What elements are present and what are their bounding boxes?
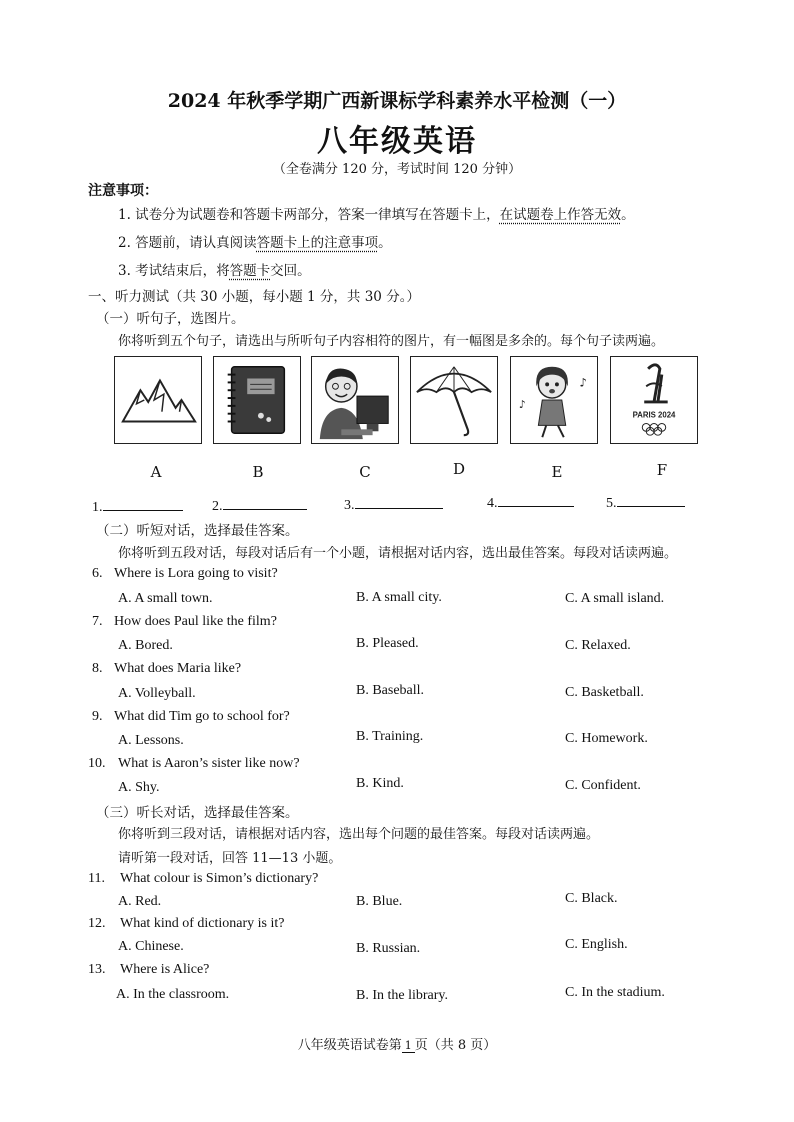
part2-heading: （二）听短对话，选择最佳答案。 — [96, 523, 299, 539]
exam-note: （全卷满分 120 分，考试时间 120 分钟） — [272, 162, 522, 177]
option-c[interactable]: C. Confident. — [565, 778, 641, 793]
option-b[interactable]: B. A small city. — [356, 590, 442, 605]
picture-label-a: A — [150, 463, 162, 481]
picture-label-e: E — [551, 463, 563, 481]
option-a[interactable]: A. Red. — [118, 894, 162, 909]
notice-item-3: 3. 考试结束后，将答题卡交回。 — [118, 263, 311, 279]
option-c[interactable]: C. English. — [565, 937, 628, 952]
option-b[interactable]: B. In the library. — [356, 988, 449, 1003]
option-a[interactable]: A. Bored. — [118, 638, 173, 653]
question-text: Where is Alice? — [120, 962, 210, 977]
notice-emphasis: 在试题卷上作答无效 — [499, 207, 622, 223]
option-b[interactable]: B. Russian. — [356, 941, 421, 956]
svg-text:♪: ♪ — [579, 375, 587, 390]
question-text: What kind of dictionary is it? — [120, 916, 285, 931]
picture-label-b: B — [252, 463, 264, 481]
page-footer: 八年级英语试卷第 1 页（共 8 页） — [297, 1038, 497, 1053]
option-c[interactable]: C. Basketball. — [565, 685, 644, 700]
page-number: 1 — [402, 1039, 415, 1053]
picture-d — [410, 356, 498, 444]
option-a[interactable]: A. Chinese. — [118, 939, 184, 954]
option-a[interactable]: A. Shy. — [118, 780, 160, 795]
question-text: What colour is Simon’s dictionary? — [120, 871, 319, 886]
picture-b — [213, 356, 301, 444]
paris-logo-text: PARIS 2024 — [632, 410, 676, 420]
option-b[interactable]: B. Blue. — [356, 894, 403, 909]
part2-instruction: 你将听到五段对话，每段对话后有一个小题，请根据对话内容，选出最佳答案。每段对话读两遍。 — [118, 546, 678, 561]
notice-emphasis: 答题卡 — [229, 263, 271, 279]
picture-c — [311, 356, 399, 444]
option-a[interactable]: A. Lessons. — [118, 733, 184, 748]
answer-blank-4[interactable]: 4. — [487, 494, 574, 512]
question-text: What did Tim go to school for? — [114, 709, 290, 724]
notice-item-2: 2. 答题前，请认真阅读答题卡上的注意事项。 — [118, 235, 392, 251]
question-text: What is Aaron’s sister like now? — [118, 756, 300, 771]
option-c[interactable]: C. Relaxed. — [565, 638, 631, 653]
option-c[interactable]: C. Homework. — [565, 731, 648, 746]
exam-title: 2024 年秋季学期广西新课标学科素养水平检测（一） — [167, 90, 627, 112]
answer-blank-2[interactable]: 2. — [212, 497, 307, 515]
umbrella-icon — [411, 357, 497, 443]
part3-instruction: 你将听到三段对话，请根据对话内容，选出每个问题的最佳答案。每段对话读两遍。 — [118, 827, 600, 842]
notice-heading: 注意事项： — [88, 183, 158, 199]
option-b[interactable]: B. Pleased. — [356, 636, 419, 651]
notice-emphasis: 答题卡上的注意事项 — [256, 235, 379, 251]
option-c[interactable]: C. In the stadium. — [565, 985, 665, 1000]
notice-item-1: 1. 试卷分为试题卷和答题卡两部分，答案一律填写在答题卡上，在试题卷上作答无效。 — [118, 207, 635, 223]
part3-sub-instruction: 请听第一段对话，回答 11—13 小题。 — [118, 851, 342, 866]
picture-label-c: C — [359, 463, 371, 481]
option-c[interactable]: C. A small island. — [565, 591, 665, 606]
option-b[interactable]: B. Training. — [356, 729, 424, 744]
picture-label-d: D — [452, 460, 466, 478]
picture-a — [114, 356, 202, 444]
option-a[interactable]: A. Volleyball. — [118, 686, 196, 701]
option-c[interactable]: C. Black. — [565, 891, 618, 906]
exam-subject: 八年级英语 — [317, 124, 477, 159]
question-text: How does Paul like the film? — [114, 614, 277, 629]
notebook-icon — [214, 357, 300, 443]
part1-heading: （一）听句子，选图片。 — [96, 311, 245, 327]
option-a[interactable]: A. In the classroom. — [116, 987, 230, 1002]
singing-girl-icon — [511, 357, 597, 443]
picture-label-f: F — [656, 461, 668, 479]
option-b[interactable]: B. Baseball. — [356, 683, 425, 698]
answer-blank-5[interactable]: 5. — [606, 494, 685, 512]
paris-2024-logo-icon — [611, 357, 697, 443]
option-b[interactable]: B. Kind. — [356, 776, 404, 791]
answer-blank-3[interactable]: 3. — [344, 496, 443, 514]
picture-e — [510, 356, 598, 444]
svg-text:♪: ♪ — [518, 397, 526, 411]
exam-page: 2024 年秋季学期广西新课标学科素养水平检测（一） 八年级英语 （全卷满分 120 分，考试时间 120 分钟） 注意事项： 1. 试卷分为试题卷和答题卡两部分，答案一律填写在答题卡上，在试题卷上作答无效。 2. 答题前，请认真阅读答题卡上的注意事项。 3. 考试结束后，将答题卡交回。 一、听力测试（共 30 小题，每小题 1 分，共 30 分。） （一）听句子，选图片。 你将听到五个句子，请选出与所听句子内容相符的图片，有一幅图是多余的。每个句子读两遍。 ♪ ♪ PARIS 2024 A B C D E F 1. 2. 3. 4. 5. （二）听短对话，选择最佳答案。 你将听到五段对话，每段对话后有一个小题，请根据对话内容，选出最佳答案。每段对话读两遍。 6. Where is Lora going to visit? A. A small town. B. A small city. C. A small island. 7. How does Paul like the film? A. Bored. B. Pleased. C. Relaxed. 8. What does Maria like? A. Volleyball. B. Baseball. C. Basketball. 9. What did Tim go to school for? A. Lessons. B. Training. C. Homework. 10. What is Aaron’s sister like now? A. Shy. B. Kind. C. Confident. （三）听长对话，选择最佳答案。 你将听到三段对话，请根据对话内容，选出每个问题的最佳答案。每段对话读两遍。 请听第一段对话，回答 11—13 小题。 11. What colour is Simon’s dictionary? A. Red. B. Blue. C. Black. 12. What kind of dictionary is it? A. Chinese. B. Russian. C. English. 13. Where is Alice? A. In the classroom. B. In the library. C. In the stadium. 八年级英语试卷第 1 页（共 8 页） — [0, 0, 794, 1122]
part1-instruction: 你将听到五个句子，请选出与所听句子内容相符的图片，有一幅图是多余的。每个句子读两遍。 — [118, 334, 665, 349]
section-heading: 一、听力测试（共 30 小题，每小题 1 分，共 30 分。） — [88, 289, 420, 305]
answer-blank-1[interactable]: 1. — [92, 498, 183, 516]
part3-heading: （三）听长对话，选择最佳答案。 — [96, 805, 299, 821]
picture-f — [610, 356, 698, 444]
mountains-icon — [115, 357, 201, 443]
option-a[interactable]: A. A small town. — [118, 591, 213, 606]
boy-at-computer-icon — [312, 357, 398, 443]
question-text: What does Maria like? — [114, 661, 242, 676]
question-text: Where is Lora going to visit? — [114, 566, 278, 581]
